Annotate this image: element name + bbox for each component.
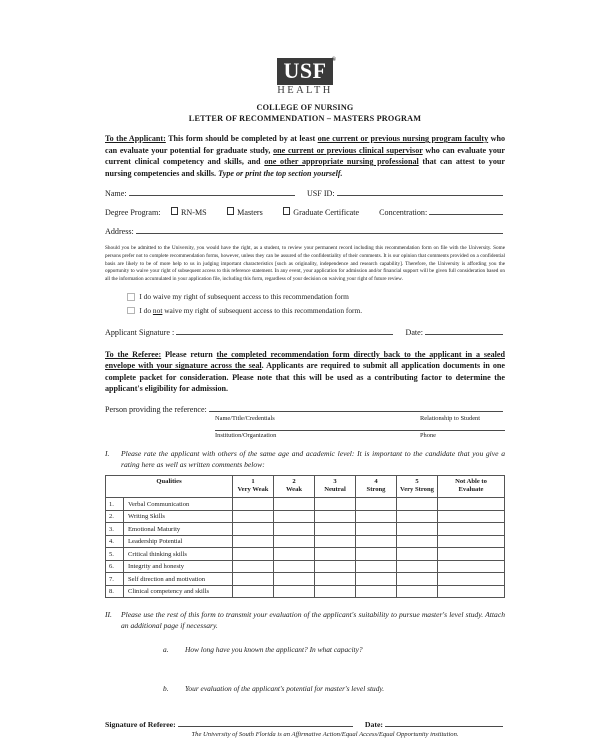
usf-id-input[interactable] <box>337 188 503 196</box>
rating-cell-3[interactable] <box>315 498 356 511</box>
registered-trademark-icon: ® <box>331 57 337 63</box>
rating-cell-4[interactable] <box>356 523 397 536</box>
checkbox-rn-ms[interactable] <box>171 207 179 215</box>
rating-cell-1[interactable] <box>233 585 274 598</box>
reference-sublabels-row-2 <box>215 432 505 439</box>
table-row <box>106 523 505 536</box>
rating-cell-1[interactable] <box>233 510 274 523</box>
address-input[interactable] <box>136 226 503 234</box>
section-two-question-a <box>163 645 505 654</box>
header-not-able-to-evaluate: Not Able to Evaluate <box>438 475 505 497</box>
usf-health-logo <box>105 58 505 98</box>
name-label: Name: <box>105 189 127 199</box>
rating-cell-na[interactable] <box>438 523 505 536</box>
rating-cell-4[interactable] <box>356 510 397 523</box>
question-b-letter: b. <box>163 684 169 694</box>
rating-cell-3[interactable] <box>315 548 356 561</box>
row-number: 2. <box>106 510 124 523</box>
rating-cell-4[interactable] <box>356 548 397 561</box>
option-label-graduate-certificate: Graduate Certificate <box>293 208 360 218</box>
rating-cell-1[interactable] <box>233 560 274 573</box>
header-scale-2: 2 Weak <box>274 475 315 497</box>
title-line-college: COLLEGE OF NURSING <box>256 103 354 112</box>
applicant-body-4: that can attest to your nursing competencies and skills. <box>105 157 505 178</box>
checkbox-waive-yes[interactable] <box>127 293 135 301</box>
rating-cell-na[interactable] <box>438 510 505 523</box>
row-number: 1. <box>106 498 124 511</box>
rating-cell-5[interactable] <box>397 523 438 536</box>
rating-cell-2[interactable] <box>274 535 315 548</box>
row-quality: Integrity and honesty <box>124 560 233 573</box>
person-providing-reference-label: Person providing the reference: <box>105 404 207 414</box>
rating-cell-4[interactable] <box>356 585 397 598</box>
applicant-emph-2: one current or previous clinical supervisor <box>273 145 423 155</box>
applicant-signature-label: Applicant Signature : <box>105 327 175 337</box>
row-quality: Leadership Potential <box>124 535 233 548</box>
rating-cell-2[interactable] <box>274 498 315 511</box>
section-two-question-b <box>163 684 505 693</box>
table-row <box>106 585 505 598</box>
option-label-masters: Masters <box>237 208 263 218</box>
header-scale-5: 5 Very Strong <box>397 475 438 497</box>
rating-cell-2[interactable] <box>274 573 315 586</box>
row-quality: Critical thinking skills <box>124 548 233 561</box>
referee-signature-row <box>105 719 505 729</box>
header-scale-1: 1 Very Weak <box>233 475 274 497</box>
table-row <box>106 573 505 586</box>
degree-program-row <box>105 207 505 217</box>
row-quality: Writing Skills <box>124 510 233 523</box>
rating-cell-na[interactable] <box>438 535 505 548</box>
rating-cell-na[interactable] <box>438 548 505 561</box>
name-input[interactable] <box>129 188 295 196</box>
referee-signature-input[interactable] <box>178 719 353 727</box>
referee-body-2: . Applicants are required to submit all application documents in one complete packet for consideration. Please note that this will be used as a contributing factor to determine the applicant's eligibility for admission. <box>105 361 505 394</box>
checkbox-masters[interactable] <box>227 207 235 215</box>
row-number: 8. <box>106 585 124 598</box>
degree-program-label: Degree Program: <box>105 208 161 218</box>
rating-cell-3[interactable] <box>315 585 356 598</box>
concentration-input[interactable] <box>429 207 503 215</box>
usf-id-label: USF ID: <box>306 189 335 199</box>
rating-cell-3[interactable] <box>315 510 356 523</box>
table-row <box>106 560 505 573</box>
referee-lead: To the Referee: <box>105 349 162 359</box>
title-line-form: LETTER OF RECOMMENDATION – MASTERS PROGRAM <box>188 114 422 124</box>
usf-health-subtitle: HEALTH <box>277 85 333 96</box>
referee-signature-label: Signature of Referee: <box>105 720 176 730</box>
rating-cell-4[interactable] <box>356 573 397 586</box>
row-number: 4. <box>106 535 124 548</box>
referee-date-input[interactable] <box>385 719 503 727</box>
rating-cell-na[interactable] <box>438 560 505 573</box>
referee-instructions <box>105 349 505 395</box>
rating-cell-4[interactable] <box>356 560 397 573</box>
person-providing-reference-row <box>105 404 505 414</box>
rating-cell-5[interactable] <box>397 573 438 586</box>
equal-opportunity-statement: The University of South Florida is an Affirmative Action/Equal Access/Equal Opportunity institution. <box>191 731 459 738</box>
table-row <box>106 498 505 511</box>
rating-cell-5[interactable] <box>397 585 438 598</box>
section-two <box>105 609 505 631</box>
reference-sublabels-row-1 <box>215 415 505 422</box>
person-providing-reference-input[interactable] <box>209 404 503 412</box>
row-quality: Verbal Communication <box>124 498 233 511</box>
waiver-yes-text: I do waive my right of subsequent access to this recommendation form <box>139 292 349 302</box>
question-a-letter: a. <box>163 645 169 655</box>
ratings-table-header-row <box>106 475 505 497</box>
rating-cell-2[interactable] <box>274 510 315 523</box>
ratings-table-body <box>106 498 505 598</box>
section-one-text: Please rate the applicant with others of the same age and academic level: It is important to the candidate that you give a rating here as well as written comments below: <box>121 448 505 469</box>
header-scale-3: 3 Neutral <box>315 475 356 497</box>
waiver-no-text-pre: I do <box>139 305 153 315</box>
applicant-emph-3: one other appropriate nursing professional <box>264 157 419 167</box>
checkbox-waive-no[interactable] <box>127 307 135 315</box>
rating-cell-2[interactable] <box>274 548 315 561</box>
rating-cell-1[interactable] <box>233 573 274 586</box>
question-b-text: Your evaluation of the applicant's potential for master's level study. <box>185 684 385 694</box>
rating-cell-5[interactable] <box>397 560 438 573</box>
ratings-table <box>105 475 505 598</box>
rating-cell-5[interactable] <box>397 548 438 561</box>
name-title-credentials-label: Name/Title/Credentials <box>215 414 275 422</box>
table-row <box>106 535 505 548</box>
rating-cell-na[interactable] <box>438 585 505 598</box>
rating-cell-1[interactable] <box>233 548 274 561</box>
rating-cell-5[interactable] <box>397 498 438 511</box>
section-two-text: Please use the rest of this form to transmit your evaluation of the applicant's suitability to pursue master's level study. Attach an additional page if necessary. <box>121 610 505 631</box>
row-number: 6. <box>106 560 124 573</box>
page-title <box>105 102 505 124</box>
applicant-signature-row <box>105 327 505 337</box>
checkbox-graduate-certificate[interactable] <box>283 207 291 215</box>
header-qualities: Qualities <box>106 475 233 497</box>
row-quality: Self direction and motivation <box>124 573 233 586</box>
rating-cell-1[interactable] <box>233 523 274 536</box>
usf-wordmark-text: USF <box>283 58 327 83</box>
confidentiality-disclosure: Should you be admitted to the University, you would have the right, as a student, to review your permanent record including this recommendation form on file with the University. Some persons prefer not to complete recommendation forms, however, unless they can be assured of the confidentiality of their comments. It is our opinion that comments provided on a confidential basis are likely to be of more help to us in judging important characteristics [such as originality, independence and research capability]. Therefore, the University is affording you the opportunity to waive your right of subsequent access to this reference statement. In any event, your application for admission and/or financial support will be given full consideration based on all the information accumulated in your application file, including this form, regardless of your decision on waiving your right of future review. <box>105 245 505 283</box>
table-row <box>106 548 505 561</box>
referee-emph-1: the completed recommendation form directly back to the applicant in a sealed envelope with your signature across the seal <box>105 349 505 371</box>
referee-body-1: Please return <box>161 349 217 359</box>
institution-phone-input[interactable] <box>215 429 505 431</box>
applicant-italic-tail: Type or print the top section yourself. <box>218 168 343 178</box>
address-field-row <box>105 226 505 236</box>
waiver-option-yes <box>105 291 505 302</box>
row-number: 3. <box>106 523 124 536</box>
row-quality: Emotional Maturity <box>124 523 233 536</box>
rating-cell-na[interactable] <box>438 498 505 511</box>
rating-cell-3[interactable] <box>315 573 356 586</box>
rating-cell-3[interactable] <box>315 560 356 573</box>
relationship-to-student-label: Relationship to Student <box>420 414 480 422</box>
rating-cell-5[interactable] <box>397 510 438 523</box>
rating-cell-1[interactable] <box>233 535 274 548</box>
rating-cell-5[interactable] <box>397 535 438 548</box>
question-a-text: How long have you known the applicant? In what capacity? <box>185 645 363 655</box>
rating-cell-3[interactable] <box>315 523 356 536</box>
rating-cell-2[interactable] <box>274 523 315 536</box>
rating-cell-3[interactable] <box>315 535 356 548</box>
applicant-date-label: Date: <box>405 327 423 337</box>
row-quality: Clinical competency and skills <box>124 585 233 598</box>
rating-cell-4[interactable] <box>356 498 397 511</box>
table-row <box>106 510 505 523</box>
name-field-row <box>105 188 505 198</box>
address-label: Address: <box>105 227 134 237</box>
applicant-date-input[interactable] <box>425 327 503 335</box>
option-label-rn-ms: RN-MS <box>181 208 207 218</box>
header-scale-4: 4 Strong <box>356 475 397 497</box>
concentration-label: Concentration: <box>379 208 428 218</box>
waiver-no-text-post: waive my right of subsequent access to this recommendation form. <box>162 305 363 315</box>
waiver-no-emphasis: not <box>152 305 163 315</box>
institution-organization-label: Institution/Organization <box>215 431 277 439</box>
section-one <box>105 448 505 470</box>
applicant-body-1: This form should be completed by at least <box>165 134 318 144</box>
section-one-numeral: I. <box>105 448 110 458</box>
applicant-signature-input[interactable] <box>176 327 393 335</box>
row-number: 5. <box>106 548 124 561</box>
waiver-option-no <box>105 305 505 316</box>
applicant-emph-1: one current or previous nursing program faculty <box>317 134 489 144</box>
section-two-numeral: II. <box>105 610 112 620</box>
applicant-instructions <box>105 133 505 179</box>
applicant-lead: To the Applicant: <box>105 134 166 144</box>
row-number: 7. <box>106 573 124 586</box>
applicant-body-3: who can evaluate your current clinical competency and skills, and <box>105 145 505 167</box>
usf-wordmark <box>277 57 337 85</box>
rating-cell-2[interactable] <box>274 585 315 598</box>
rating-cell-2[interactable] <box>274 560 315 573</box>
rating-cell-4[interactable] <box>356 535 397 548</box>
rating-cell-na[interactable] <box>438 573 505 586</box>
referee-date-label: Date: <box>364 720 383 730</box>
rating-cell-1[interactable] <box>233 498 274 511</box>
applicant-body-2: who can evaluate your potential for graduate study, <box>105 134 505 155</box>
phone-label: Phone <box>420 431 436 439</box>
